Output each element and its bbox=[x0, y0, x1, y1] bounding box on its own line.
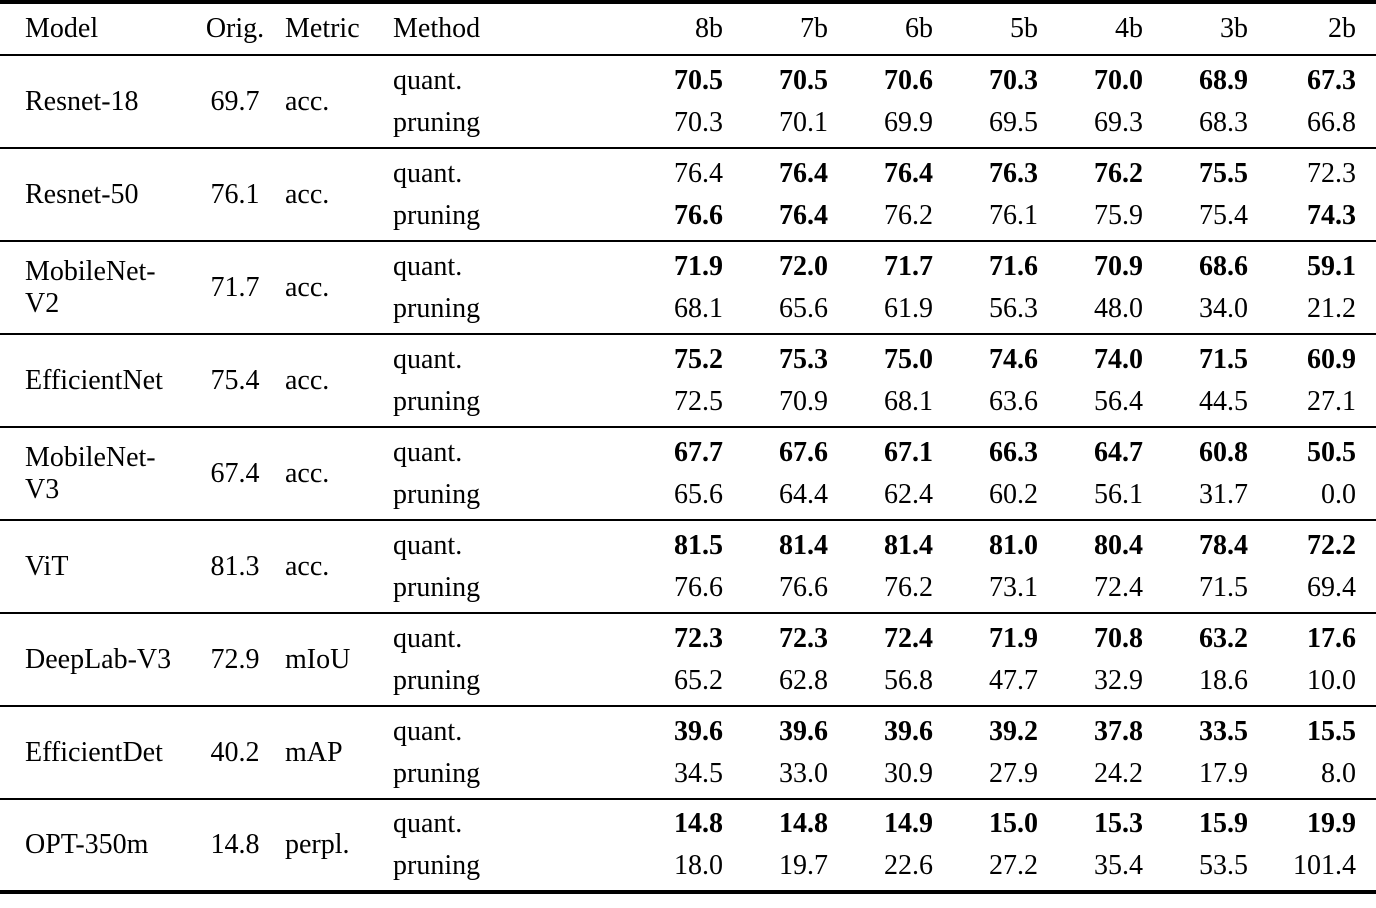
metric-value: 32.9 bbox=[1094, 664, 1143, 696]
orig-value: 81.3 bbox=[210, 550, 260, 582]
value-cell bbox=[723, 241, 828, 334]
metric-value: 15.5 bbox=[1307, 715, 1356, 747]
value-cell bbox=[828, 427, 933, 520]
metric-value: 64.4 bbox=[779, 478, 828, 510]
value-cell bbox=[1038, 55, 1143, 148]
metric-value: 76.6 bbox=[779, 571, 828, 603]
value-cell bbox=[1143, 613, 1248, 706]
metric-value: 39.6 bbox=[779, 715, 828, 747]
metric-value: 39.6 bbox=[674, 715, 723, 747]
method-label: pruning bbox=[393, 850, 481, 881]
metric-name: acc. bbox=[285, 364, 330, 396]
model-group-row bbox=[0, 148, 1376, 241]
model-name: ViT bbox=[25, 550, 69, 582]
metric-value: 70.3 bbox=[989, 64, 1038, 96]
metric-value: 24.2 bbox=[1094, 757, 1143, 789]
value-cell bbox=[1248, 520, 1376, 613]
metric-value: 39.2 bbox=[989, 715, 1038, 747]
method-label: pruning bbox=[393, 106, 481, 138]
metric-value: 75.4 bbox=[1199, 199, 1248, 231]
metric-value: 62.4 bbox=[884, 478, 933, 510]
metric-value: 50.5 bbox=[1307, 436, 1356, 468]
metric-value: 71.5 bbox=[1199, 571, 1248, 603]
header-bit-3b: 3b bbox=[1220, 13, 1248, 44]
method-cell bbox=[393, 799, 528, 892]
model-name: MobileNet-V3 bbox=[25, 441, 156, 505]
method-label: pruning bbox=[393, 292, 481, 324]
value-cell bbox=[723, 613, 828, 706]
value-cell bbox=[723, 55, 828, 148]
metric-value: 76.1 bbox=[989, 199, 1038, 231]
metric-value: 76.6 bbox=[674, 199, 723, 231]
metric-value: 15.0 bbox=[989, 808, 1038, 839]
metric-value: 71.6 bbox=[989, 250, 1038, 282]
orig-value: 40.2 bbox=[210, 736, 260, 768]
method-cell bbox=[393, 427, 528, 520]
value-cell bbox=[1038, 334, 1143, 427]
value-cell bbox=[723, 148, 828, 241]
metric-value: 56.3 bbox=[989, 292, 1038, 324]
value-cell bbox=[1248, 241, 1376, 334]
value-cell bbox=[1038, 706, 1143, 799]
metric-value: 19.7 bbox=[779, 850, 828, 881]
metric-value: 72.2 bbox=[1307, 529, 1356, 561]
value-cell bbox=[1248, 706, 1376, 799]
value-cell bbox=[723, 520, 828, 613]
metric-value: 69.4 bbox=[1307, 571, 1356, 603]
value-cell bbox=[828, 55, 933, 148]
metric-value: 75.3 bbox=[779, 343, 828, 375]
value-cell bbox=[1143, 55, 1248, 148]
metric-value: 14.9 bbox=[884, 808, 933, 839]
value-cell bbox=[528, 427, 723, 520]
value-cell bbox=[1248, 427, 1376, 520]
value-cell bbox=[828, 613, 933, 706]
metric-value: 39.6 bbox=[884, 715, 933, 747]
orig-value: 67.4 bbox=[210, 457, 260, 489]
value-cell bbox=[1143, 334, 1248, 427]
metric-value: 15.3 bbox=[1094, 808, 1143, 839]
method-cell bbox=[393, 334, 528, 427]
metric-value: 75.9 bbox=[1094, 199, 1143, 231]
method-label: pruning bbox=[393, 757, 481, 789]
metric-value: 76.2 bbox=[884, 571, 933, 603]
metric-value: 69.9 bbox=[884, 106, 933, 138]
value-cell bbox=[828, 520, 933, 613]
metric-value: 15.9 bbox=[1199, 808, 1248, 839]
metric-value: 72.3 bbox=[779, 622, 828, 654]
metric-value: 34.5 bbox=[674, 757, 723, 789]
metric-value: 74.0 bbox=[1094, 343, 1143, 375]
header-row bbox=[0, 2, 1376, 55]
metric-value: 47.7 bbox=[989, 664, 1038, 696]
metric-value: 17.6 bbox=[1307, 622, 1356, 654]
metric-value: 60.9 bbox=[1307, 343, 1356, 375]
metric-value: 76.4 bbox=[674, 157, 723, 189]
value-cell bbox=[528, 241, 723, 334]
metric-name: acc. bbox=[285, 178, 330, 210]
value-cell bbox=[1248, 148, 1376, 241]
value-cell bbox=[1248, 613, 1376, 706]
metric-value: 19.9 bbox=[1307, 808, 1356, 839]
method-label: quant. bbox=[393, 343, 463, 375]
metric-value: 14.8 bbox=[779, 808, 828, 839]
metric-value: 76.4 bbox=[884, 157, 933, 189]
metric-value: 70.5 bbox=[779, 64, 828, 96]
metric-value: 68.9 bbox=[1199, 64, 1248, 96]
metric-value: 67.3 bbox=[1307, 64, 1356, 96]
metric-value: 60.8 bbox=[1199, 436, 1248, 468]
metric-value: 69.5 bbox=[989, 106, 1038, 138]
metric-value: 71.9 bbox=[989, 622, 1038, 654]
metric-value: 68.6 bbox=[1199, 250, 1248, 282]
metric-value: 70.3 bbox=[674, 106, 723, 138]
orig-value: 71.7 bbox=[210, 271, 260, 303]
metric-value: 44.5 bbox=[1199, 385, 1248, 417]
metric-value: 34.0 bbox=[1199, 292, 1248, 324]
model-name: Resnet-50 bbox=[25, 178, 139, 210]
header-bit-6b: 6b bbox=[905, 13, 933, 44]
metric-value: 68.1 bbox=[674, 292, 723, 324]
metric-value: 101.4 bbox=[1293, 850, 1356, 881]
metric-value: 76.4 bbox=[779, 157, 828, 189]
metric-value: 70.5 bbox=[674, 64, 723, 96]
metric-value: 66.8 bbox=[1307, 106, 1356, 138]
metric-value: 0.0 bbox=[1321, 478, 1356, 510]
value-cell bbox=[1143, 148, 1248, 241]
method-label: quant. bbox=[393, 529, 463, 561]
metric-value: 56.1 bbox=[1094, 478, 1143, 510]
metric-value: 81.4 bbox=[779, 529, 828, 561]
header-metric: Metric bbox=[285, 13, 360, 44]
metric-value: 72.5 bbox=[674, 385, 723, 417]
orig-value: 72.9 bbox=[210, 643, 260, 675]
method-cell bbox=[393, 148, 528, 241]
metric-value: 33.5 bbox=[1199, 715, 1248, 747]
method-label: pruning bbox=[393, 385, 481, 417]
metric-value: 37.8 bbox=[1094, 715, 1143, 747]
metric-value: 17.9 bbox=[1199, 757, 1248, 789]
metric-value: 62.8 bbox=[779, 664, 828, 696]
metric-name: acc. bbox=[285, 457, 330, 489]
value-cell bbox=[1143, 799, 1248, 892]
metric-value: 70.1 bbox=[779, 106, 828, 138]
metric-value: 76.4 bbox=[779, 199, 828, 231]
method-label: pruning bbox=[393, 571, 481, 603]
method-cell bbox=[393, 520, 528, 613]
metric-value: 70.9 bbox=[1094, 250, 1143, 282]
metric-name: acc. bbox=[285, 85, 330, 117]
metric-value: 69.3 bbox=[1094, 106, 1143, 138]
header-model: Model bbox=[25, 13, 99, 44]
metric-name: perpl. bbox=[285, 829, 350, 860]
metric-value: 72.3 bbox=[674, 622, 723, 654]
model-group-row bbox=[0, 241, 1376, 334]
model-name: EfficientDet bbox=[25, 736, 163, 768]
metric-value: 68.3 bbox=[1199, 106, 1248, 138]
value-cell bbox=[723, 427, 828, 520]
value-cell bbox=[1038, 427, 1143, 520]
value-cell bbox=[828, 334, 933, 427]
method-label: pruning bbox=[393, 478, 481, 510]
metric-value: 63.6 bbox=[989, 385, 1038, 417]
metric-value: 72.4 bbox=[884, 622, 933, 654]
value-cell bbox=[933, 613, 1038, 706]
metric-value: 75.2 bbox=[674, 343, 723, 375]
method-cell bbox=[393, 706, 528, 799]
value-cell bbox=[528, 613, 723, 706]
metric-value: 72.0 bbox=[779, 250, 828, 282]
model-name: EfficientNet bbox=[25, 364, 163, 396]
value-cell bbox=[528, 706, 723, 799]
value-cell bbox=[723, 799, 828, 892]
method-label: quant. bbox=[393, 436, 463, 468]
metric-value: 48.0 bbox=[1094, 292, 1143, 324]
metric-value: 30.9 bbox=[884, 757, 933, 789]
method-cell bbox=[393, 55, 528, 148]
metric-value: 74.6 bbox=[989, 343, 1038, 375]
value-cell bbox=[1143, 706, 1248, 799]
model-group-row bbox=[0, 334, 1376, 427]
value-cell bbox=[1143, 241, 1248, 334]
metric-value: 70.0 bbox=[1094, 64, 1143, 96]
table-header bbox=[0, 2, 1376, 55]
method-label: pruning bbox=[393, 199, 481, 231]
value-cell bbox=[528, 55, 723, 148]
metric-value: 76.6 bbox=[674, 571, 723, 603]
value-cell bbox=[528, 334, 723, 427]
model-group-row bbox=[0, 613, 1376, 706]
value-cell bbox=[933, 427, 1038, 520]
model-group-row bbox=[0, 427, 1376, 520]
metric-value: 75.0 bbox=[884, 343, 933, 375]
metric-value: 65.6 bbox=[779, 292, 828, 324]
value-cell bbox=[528, 799, 723, 892]
metric-value: 71.9 bbox=[674, 250, 723, 282]
method-cell bbox=[393, 613, 528, 706]
metric-value: 81.0 bbox=[989, 529, 1038, 561]
value-cell bbox=[933, 241, 1038, 334]
metric-value: 65.2 bbox=[674, 664, 723, 696]
metric-value: 71.5 bbox=[1199, 343, 1248, 375]
method-label: quant. bbox=[393, 808, 463, 839]
metric-value: 70.6 bbox=[884, 64, 933, 96]
value-cell bbox=[828, 706, 933, 799]
metric-value: 70.9 bbox=[779, 385, 828, 417]
model-group-row bbox=[0, 55, 1376, 148]
header-orig: Orig. bbox=[205, 13, 265, 44]
metric-value: 75.5 bbox=[1199, 157, 1248, 189]
value-cell bbox=[1248, 334, 1376, 427]
header-bit-5b: 5b bbox=[1010, 13, 1038, 44]
header-bit-8b: 8b bbox=[695, 13, 723, 44]
metric-value: 56.8 bbox=[884, 664, 933, 696]
metric-value: 73.1 bbox=[989, 571, 1038, 603]
model-group-row bbox=[0, 520, 1376, 613]
metric-value: 66.3 bbox=[989, 436, 1038, 468]
metric-value: 67.1 bbox=[884, 436, 933, 468]
metric-value: 61.9 bbox=[884, 292, 933, 324]
metric-value: 81.5 bbox=[674, 529, 723, 561]
metric-value: 14.8 bbox=[674, 808, 723, 839]
value-cell bbox=[1143, 427, 1248, 520]
metric-value: 27.9 bbox=[989, 757, 1038, 789]
metric-value: 70.8 bbox=[1094, 622, 1143, 654]
orig-value: 76.1 bbox=[210, 178, 260, 210]
method-label: quant. bbox=[393, 157, 463, 189]
value-cell bbox=[1248, 799, 1376, 892]
metric-name: acc. bbox=[285, 271, 330, 303]
metric-value: 65.6 bbox=[674, 478, 723, 510]
metric-value: 63.2 bbox=[1199, 622, 1248, 654]
metric-value: 67.7 bbox=[674, 436, 723, 468]
orig-value: 14.8 bbox=[210, 829, 260, 860]
header-bit-2b: 2b bbox=[1328, 13, 1356, 44]
metric-value: 8.0 bbox=[1321, 757, 1356, 789]
value-cell bbox=[828, 148, 933, 241]
model-group-row bbox=[0, 706, 1376, 799]
orig-value: 69.7 bbox=[210, 85, 260, 117]
method-cell bbox=[393, 241, 528, 334]
value-cell bbox=[723, 706, 828, 799]
metric-value: 10.0 bbox=[1307, 664, 1356, 696]
method-label: pruning bbox=[393, 664, 481, 696]
value-cell bbox=[1038, 241, 1143, 334]
header-method: Method bbox=[393, 13, 481, 44]
value-cell bbox=[933, 55, 1038, 148]
value-cell bbox=[528, 148, 723, 241]
metric-value: 76.2 bbox=[1094, 157, 1143, 189]
value-cell bbox=[933, 334, 1038, 427]
value-cell bbox=[1038, 613, 1143, 706]
metric-value: 27.1 bbox=[1307, 385, 1356, 417]
value-cell bbox=[933, 799, 1038, 892]
method-label: quant. bbox=[393, 250, 463, 282]
metric-value: 64.7 bbox=[1094, 436, 1143, 468]
value-cell bbox=[1038, 520, 1143, 613]
metric-value: 76.2 bbox=[884, 199, 933, 231]
metric-value: 31.7 bbox=[1199, 478, 1248, 510]
header-bit-4b: 4b bbox=[1115, 13, 1143, 44]
metric-value: 18.0 bbox=[674, 850, 723, 881]
method-label: quant. bbox=[393, 715, 463, 747]
metric-value: 81.4 bbox=[884, 529, 933, 561]
value-cell bbox=[828, 799, 933, 892]
metric-value: 72.3 bbox=[1307, 157, 1356, 189]
metric-value: 27.2 bbox=[989, 850, 1038, 881]
model-name: MobileNet-V2 bbox=[25, 255, 156, 319]
model-group-row bbox=[0, 799, 1376, 892]
model-name: Resnet-18 bbox=[25, 85, 139, 117]
value-cell bbox=[1143, 520, 1248, 613]
metric-value: 80.4 bbox=[1094, 529, 1143, 561]
metric-value: 18.6 bbox=[1199, 664, 1248, 696]
model-name: DeepLab-V3 bbox=[25, 643, 172, 675]
metric-value: 72.4 bbox=[1094, 571, 1143, 603]
value-cell bbox=[933, 520, 1038, 613]
metric-name: mAP bbox=[285, 736, 343, 768]
metric-value: 78.4 bbox=[1199, 529, 1248, 561]
value-cell bbox=[1038, 148, 1143, 241]
metric-value: 74.3 bbox=[1307, 199, 1356, 231]
value-cell bbox=[723, 334, 828, 427]
table-body bbox=[0, 55, 1376, 892]
metric-name: acc. bbox=[285, 550, 330, 582]
metric-value: 60.2 bbox=[989, 478, 1038, 510]
value-cell bbox=[933, 148, 1038, 241]
header-bit-7b: 7b bbox=[800, 13, 828, 44]
metric-value: 21.2 bbox=[1307, 292, 1356, 324]
metric-value: 53.5 bbox=[1199, 850, 1248, 881]
value-cell bbox=[933, 706, 1038, 799]
metric-value: 56.4 bbox=[1094, 385, 1143, 417]
metric-name: mIoU bbox=[285, 643, 351, 675]
metric-value: 76.3 bbox=[989, 157, 1038, 189]
orig-value: 75.4 bbox=[210, 364, 260, 396]
metric-value: 59.1 bbox=[1307, 250, 1356, 282]
method-label: quant. bbox=[393, 64, 463, 96]
metric-value: 68.1 bbox=[884, 385, 933, 417]
value-cell bbox=[1038, 799, 1143, 892]
value-cell bbox=[528, 520, 723, 613]
value-cell bbox=[1248, 55, 1376, 148]
metric-value: 71.7 bbox=[884, 250, 933, 282]
method-label: quant. bbox=[393, 622, 463, 654]
metric-value: 22.6 bbox=[884, 850, 933, 881]
model-name: OPT-350m bbox=[25, 829, 149, 860]
metric-value: 67.6 bbox=[779, 436, 828, 468]
metric-value: 33.0 bbox=[779, 757, 828, 789]
metric-value: 35.4 bbox=[1094, 850, 1143, 881]
value-cell bbox=[828, 241, 933, 334]
